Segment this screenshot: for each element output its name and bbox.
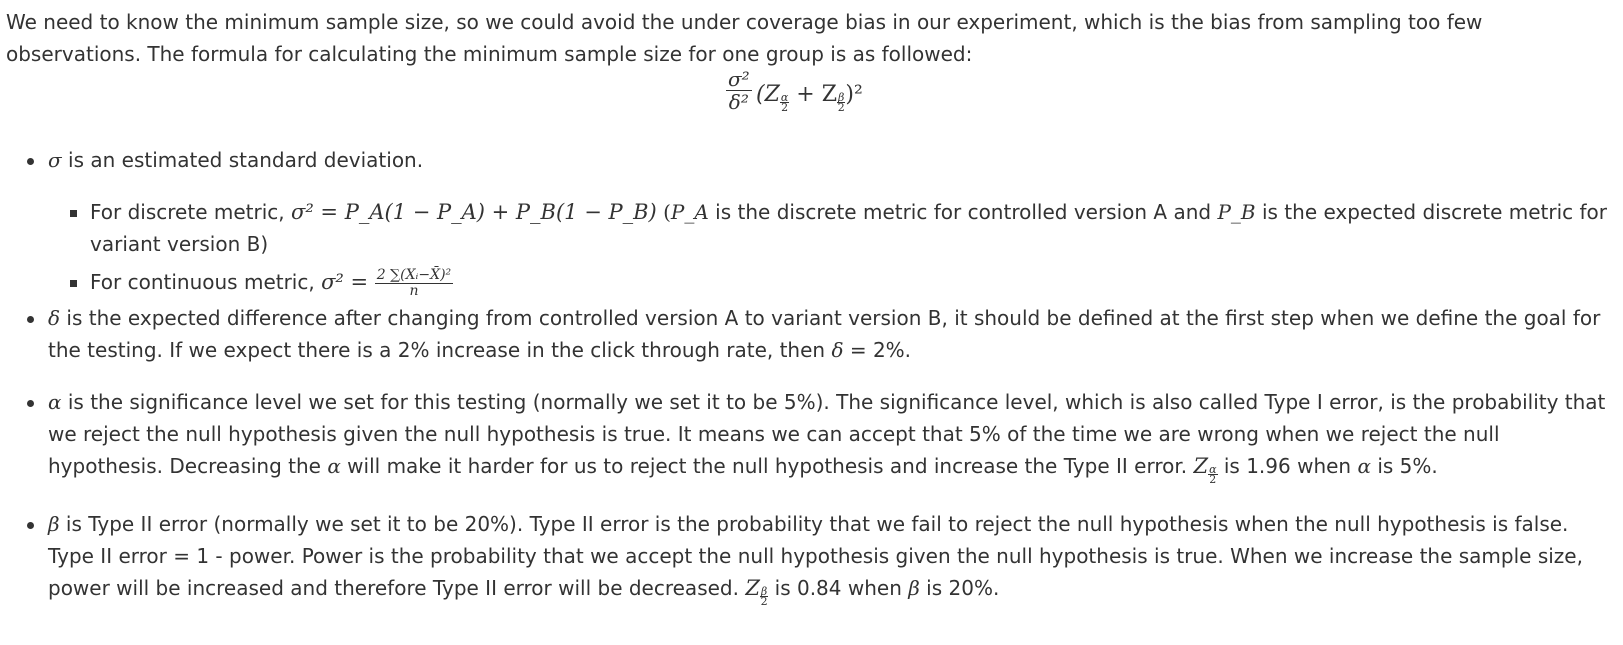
alpha-text-4: is 5%. [1370, 454, 1438, 478]
sample-size-formula [726, 68, 906, 128]
alpha-z: Z [1193, 454, 1209, 478]
alpha-symbol-3: α [1357, 454, 1371, 478]
bullet-beta [48, 508, 1608, 606]
formula-z-alpha-sub [780, 93, 789, 112]
delta-symbol: δ [48, 306, 61, 330]
beta-text-2: is 0.84 when [768, 576, 909, 600]
bullet-delta [48, 302, 1608, 366]
alpha-text-3: is 1.96 when [1217, 454, 1358, 478]
beta-symbol: β [48, 512, 60, 536]
alpha-z-num: α [1209, 463, 1217, 476]
formula-alpha-num: α [780, 91, 789, 104]
discrete-tail: is the expected discrete metric for variant version B) [90, 200, 1607, 256]
continuous-den: n [409, 283, 419, 299]
alpha-symbol-2: α [327, 454, 341, 478]
formula-beta-num: β [838, 91, 845, 104]
alpha-z-sub [1208, 465, 1217, 484]
bullet-alpha [48, 386, 1608, 484]
intro-paragraph: We need to know the minimum sample size, so we could avoid the under coverage bias in our experiment, which is the bias from sampling too few observations. The formula for calculating the minimum sample size for one group is as followed: [6, 10, 1483, 66]
discrete-paren: ( [656, 200, 671, 224]
discrete-pa: P_A [670, 200, 709, 224]
continuous-num: 2 ∑(Xᵢ−X̄)² [376, 267, 452, 283]
sigma-symbol: σ [48, 148, 62, 172]
sub-bullet-continuous [90, 266, 1610, 299]
sigma-text: is an estimated standard deviation. [61, 148, 424, 172]
discrete-lead: For discrete metric, [90, 200, 291, 224]
sub-bullet-discrete [90, 196, 1610, 260]
beta-text-1: is Type II error (normally we set it to be 20%). Type II error is the probability that we fail to reject the null hypothesis when the null hypothesis is false. Type II error = 1 - power. Power is the probability that we accept the null hypothesis given the null hypothesis is true. When we increase the sample size, power will be increased and therefore Type II error will be decreased. [48, 512, 1583, 600]
formula-fraction [726, 68, 752, 113]
alpha-symbol: α [48, 390, 62, 414]
formula-plus: + Z [789, 82, 838, 107]
formula-body [756, 82, 863, 112]
alpha-text-2: will make it harder for us to reject the null hypothesis and increase the Type II error. [340, 454, 1194, 478]
delta-text: is the expected difference after changing from controlled version A to variant version B, it should be defined at the first step when we define the goal for the testing. If we expect there is a 2% increase in the click through rate, then [48, 306, 1601, 362]
discrete-mid: is the discrete metric for controlled version A and [708, 200, 1218, 224]
beta-z-den: 2 [760, 595, 768, 608]
formula-beta-den: 2 [837, 101, 845, 114]
bullet-sigma [48, 144, 1608, 176]
continuous-lhs: σ² = [321, 270, 375, 294]
continuous-fraction [375, 268, 453, 299]
beta-z: Z [745, 576, 760, 600]
discrete-pb: P_B [1217, 200, 1256, 224]
beta-z-num: β [760, 585, 768, 598]
discrete-formula: σ² = P_A(1 − P_A) + P_B(1 − P_B) [291, 200, 657, 224]
formula-numerator: σ² [728, 67, 750, 91]
formula-alpha-den: 2 [781, 101, 789, 114]
formula-z-alpha: (Z [756, 82, 780, 107]
formula-denominator: δ² [728, 90, 749, 114]
continuous-lead: For continuous metric, [90, 270, 322, 294]
beta-symbol-2: β [908, 576, 920, 600]
beta-text-3: is 20%. [919, 576, 1000, 600]
delta-tail: = 2%. [843, 338, 912, 362]
delta-symbol-2: δ [831, 338, 844, 362]
alpha-z-den: 2 [1209, 473, 1217, 486]
alpha-text-1: is the significance level we set for this testing (normally we set it to be 5%). The significance level, which is also called Type I error, is the probability that we reject the null hypothesis given the null hypothesis is true. It means we can accept that 5% of the time we are wrong when we reject the null hypothesis. Decreasing the [48, 390, 1606, 478]
formula-tail: )² [845, 82, 863, 107]
